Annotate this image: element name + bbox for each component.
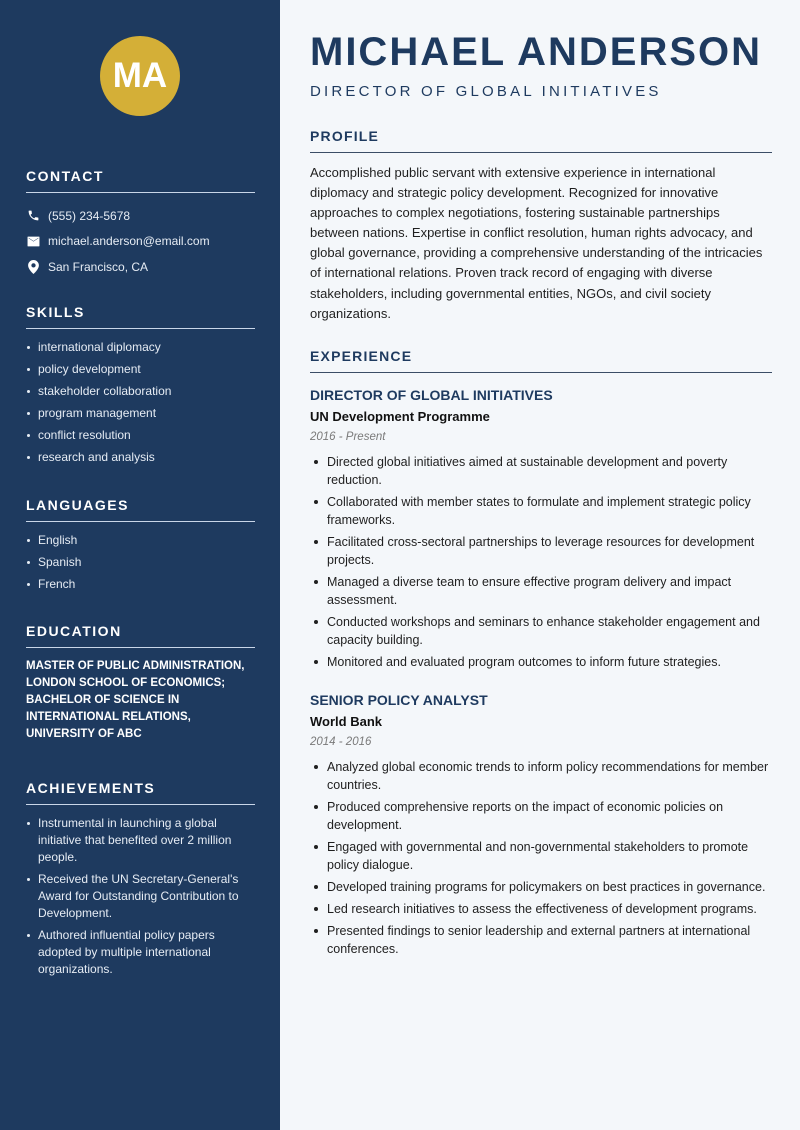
job-bullets bbox=[310, 453, 772, 671]
languages-title: LANGUAGES bbox=[26, 497, 255, 522]
contact-title: CONTACT bbox=[26, 168, 255, 193]
skill-item: policy development bbox=[26, 361, 255, 378]
location-pin-icon bbox=[26, 260, 40, 274]
profile-title: PROFILE bbox=[310, 128, 772, 153]
job-bullet: Monitored and evaluated program outcomes to inform future strategies. bbox=[310, 653, 772, 671]
job-bullet: Directed global initiatives aimed at sustainable development and poverty reduction. bbox=[310, 453, 772, 489]
language-item: Spanish bbox=[26, 554, 255, 571]
skills-section bbox=[26, 304, 255, 471]
email-value: michael.anderson@email.com bbox=[48, 234, 210, 249]
language-item: French bbox=[26, 576, 255, 593]
job-bullet: Conducted workshops and seminars to enhance stakeholder engagement and capacity building. bbox=[310, 613, 772, 649]
email-icon bbox=[26, 234, 40, 248]
skills-list bbox=[26, 339, 255, 466]
skill-item: program management bbox=[26, 405, 255, 422]
education-text: MASTER OF PUBLIC ADMINISTRATION, LONDON SCHOOL OF ECONOMICS; BACHELOR OF SCIENCE IN INTERNATIONAL RELATIONS, UNIVERSITY OF ABC bbox=[26, 660, 245, 740]
achievement-item: Instrumental in launching a global initiative that benefited over 2 million people. bbox=[26, 815, 255, 866]
skill-item: research and analysis bbox=[26, 449, 255, 466]
job-bullet: Produced comprehensive reports on the impact of economic policies on development. bbox=[310, 798, 772, 834]
skill-item: international diplomacy bbox=[26, 339, 255, 356]
achievements-section bbox=[26, 780, 255, 983]
job-title: SENIOR POLICY ANALYST bbox=[310, 692, 488, 708]
skill-item: conflict resolution bbox=[26, 427, 255, 444]
contact-location bbox=[26, 254, 255, 280]
achievement-item: Received the UN Secretary-General's Award for Outstanding Contribution to Development. bbox=[26, 871, 255, 922]
contact-email bbox=[26, 229, 255, 255]
achievement-item: Authored influential policy papers adopted by multiple international organizations. bbox=[26, 927, 255, 978]
job-company: World Bank bbox=[310, 714, 382, 729]
phone-icon bbox=[26, 209, 40, 223]
job-dates: 2014 - 2016 bbox=[310, 736, 372, 748]
languages-list bbox=[26, 532, 255, 593]
candidate-name: MICHAEL ANDERSON bbox=[310, 30, 763, 74]
job-bullet: Facilitated cross-sectoral partnerships to leverage resources for development projects. bbox=[310, 533, 772, 569]
job-bullet: Analyzed global economic trends to inform policy recommendations for member countries. bbox=[310, 758, 772, 794]
achievements-list bbox=[26, 815, 255, 978]
sidebar bbox=[0, 0, 280, 1130]
languages-section bbox=[26, 497, 255, 598]
job-entry bbox=[310, 690, 772, 962]
avatar-initials: MA bbox=[112, 56, 168, 95]
candidate-role: DIRECTOR OF GLOBAL INITIATIVES bbox=[310, 83, 662, 100]
job-company: UN Development Programme bbox=[310, 409, 490, 424]
job-bullet: Developed training programs for policymakers on best practices in governance. bbox=[310, 878, 772, 896]
achievements-title: ACHIEVEMENTS bbox=[26, 780, 255, 805]
job-bullet: Presented findings to senior leadership and external partners at international conferences. bbox=[310, 922, 772, 958]
avatar bbox=[100, 36, 180, 116]
job-bullet: Led research initiatives to assess the effectiveness of development programs. bbox=[310, 900, 772, 918]
skills-title: SKILLS bbox=[26, 304, 255, 329]
language-item: English bbox=[26, 532, 255, 549]
education-section bbox=[26, 623, 255, 743]
job-bullets bbox=[310, 758, 772, 958]
contact-phone bbox=[26, 203, 255, 229]
phone-value: (555) 234-5678 bbox=[48, 208, 131, 223]
contact-section bbox=[26, 168, 255, 280]
location-value: San Francisco, CA bbox=[48, 259, 149, 274]
job-entry bbox=[310, 385, 772, 675]
job-title: DIRECTOR OF GLOBAL INITIATIVES bbox=[310, 387, 553, 403]
job-bullet: Managed a diverse team to ensure effective program delivery and impact assessment. bbox=[310, 573, 772, 609]
profile-text: Accomplished public servant with extensive experience in international diplomacy and strategic policy development. Recognized for innovative approaches to complex negotiations, fostering sustainable partnerships between nations. Expertise in conflict resolution, human rights advocacy, and global governance, providing a comprehensive understanding of the intricacies of international relations. Proven track record of engaging with diverse stakeholders, including governmental entities, NGOs, and civil society organizations. bbox=[310, 165, 763, 321]
education-title: EDUCATION bbox=[26, 623, 255, 648]
job-dates: 2016 - Present bbox=[310, 431, 386, 443]
experience-title: EXPERIENCE bbox=[310, 348, 772, 373]
skill-item: stakeholder collaboration bbox=[26, 383, 255, 400]
job-bullet: Engaged with governmental and non-governmental stakeholders to promote policy dialogue. bbox=[310, 838, 772, 874]
job-bullet: Collaborated with member states to formulate and implement strategic policy frameworks. bbox=[310, 493, 772, 529]
